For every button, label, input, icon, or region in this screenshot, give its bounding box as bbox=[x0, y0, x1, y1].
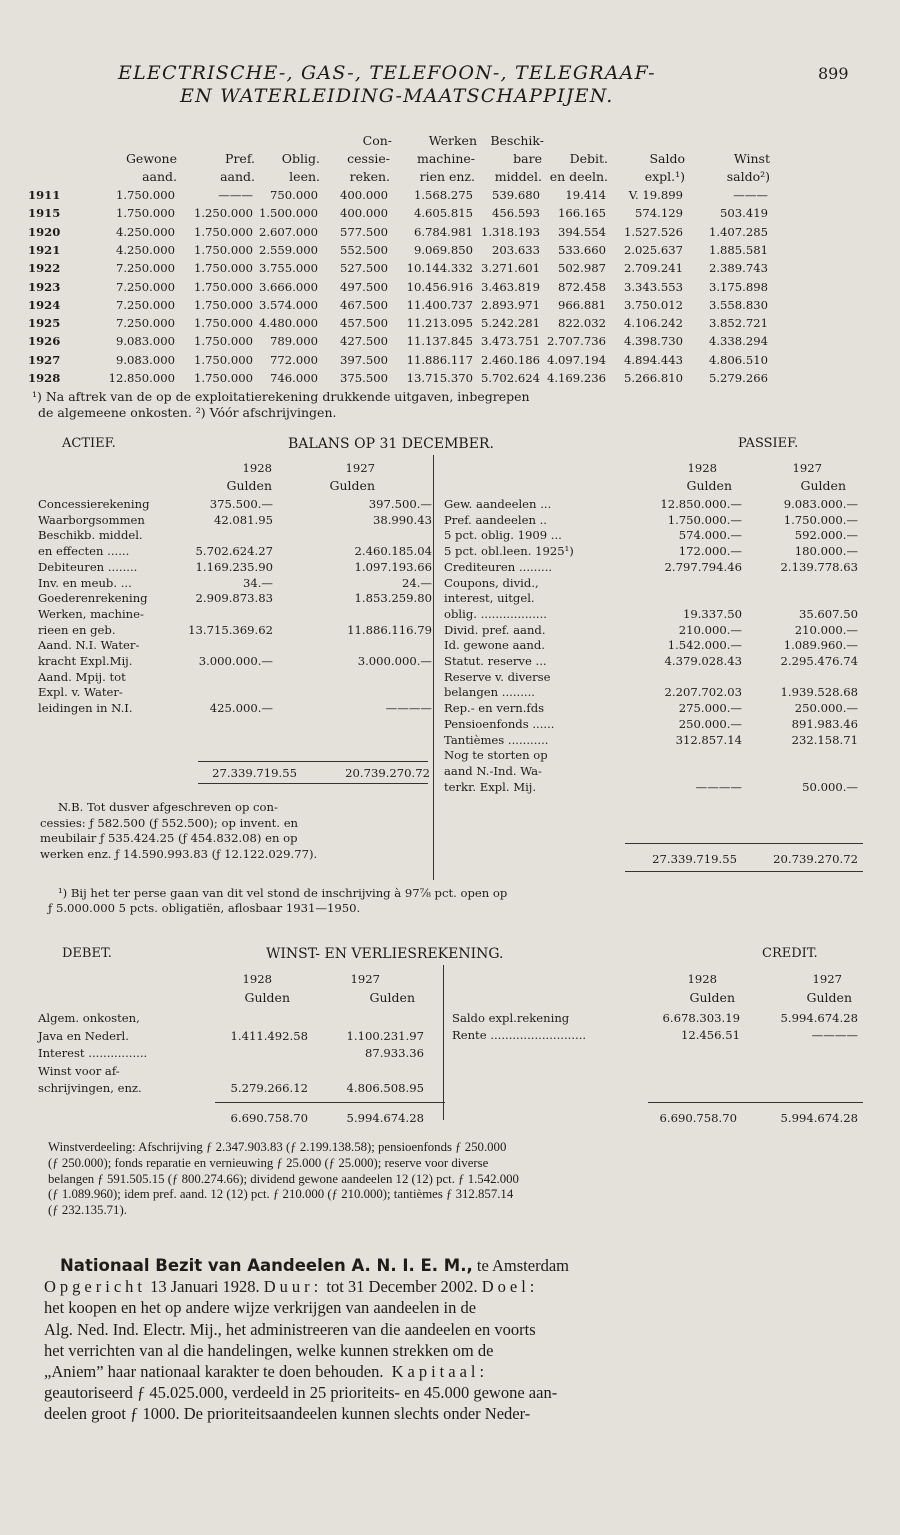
unit-header: Gulden bbox=[226, 478, 272, 493]
actief-value-1928: 34.— bbox=[242, 575, 273, 590]
passief-value-1927: 592.000.— bbox=[794, 528, 858, 543]
actief-row-label: rieen en geb. bbox=[38, 622, 116, 637]
table-cell: 10.456.916 bbox=[406, 279, 473, 294]
table-cell: 397.500 bbox=[340, 352, 388, 367]
table-cell: 2.707.736 bbox=[546, 334, 606, 349]
table-cell: 5.702.624 bbox=[480, 371, 540, 385]
passief-value-1928: 1.750.000.— bbox=[667, 512, 742, 527]
year-label: 1920 bbox=[28, 224, 61, 239]
actief-row-label: Aand. N.I. Water- bbox=[38, 638, 140, 653]
debet-value-1927: 1.100.231.97 bbox=[346, 1028, 424, 1043]
table-cell: 2.559.000 bbox=[258, 242, 318, 257]
actief-row-label: en effecten ...... bbox=[38, 544, 130, 559]
column-header-sub: reken. bbox=[349, 169, 390, 184]
table-cell: 12.850.000 bbox=[108, 371, 175, 385]
passief-value-1927: 210.000.— bbox=[794, 622, 858, 637]
table-cell: 394.554 bbox=[558, 224, 606, 239]
table-cell: 13.715.370 bbox=[406, 371, 473, 385]
passief-value-1927: 1.939.528.68 bbox=[780, 685, 858, 700]
table-cell: 966.881 bbox=[558, 297, 606, 312]
actief-value-1927: 38.990.43 bbox=[372, 512, 432, 527]
table-cell: 10.144.332 bbox=[406, 261, 473, 276]
company-place: te Amsterdam bbox=[472, 1256, 569, 1275]
passief-row-label: Coupons, divid., bbox=[444, 575, 539, 590]
table-cell: 2.460.186 bbox=[480, 352, 540, 367]
table-cell: 3.666.000 bbox=[258, 279, 318, 294]
passief-value-1928: 2.797.794.46 bbox=[664, 559, 742, 574]
table-cell: 7.250.000 bbox=[115, 297, 175, 312]
passief-row-label: interest, uitgel. bbox=[444, 591, 535, 606]
table-cell: 2.893.971 bbox=[480, 297, 540, 312]
year-label: 1925 bbox=[28, 316, 61, 331]
table-cell: 789.000 bbox=[270, 334, 318, 349]
entry-text: het koopen en het op andere wijze verkrijgen van aandeelen in de bbox=[44, 1298, 477, 1318]
section-label-passief: PASSIEF. bbox=[738, 436, 799, 451]
table-cell: 3.852.721 bbox=[708, 316, 768, 331]
passief-value-1927: 232.158.71 bbox=[791, 732, 858, 747]
table-cell: 1.500.000 bbox=[258, 206, 318, 221]
passief-value-1927: 180.000.— bbox=[794, 544, 858, 559]
passief-row-label: Tantièmes ........... bbox=[444, 732, 549, 747]
debet-row-label: Algem. onkosten, bbox=[38, 1011, 140, 1025]
actief-row-label: kracht Expl.Mij. bbox=[38, 654, 133, 668]
passief-row-label: aand N.-Ind. Wa- bbox=[444, 763, 542, 778]
passief-value-1927: 35.607.50 bbox=[798, 606, 858, 621]
distribution-line: (ƒ 232.135.71). bbox=[48, 1203, 127, 1218]
actief-row-label: Inv. en meub. ... bbox=[38, 575, 132, 590]
table-cell: 3.750.012 bbox=[623, 297, 683, 312]
actief-value-1928: 42.081.95 bbox=[213, 512, 273, 527]
entry-field-value: tot 31 December 2002. bbox=[322, 1277, 482, 1297]
table-cell: 3.574.000 bbox=[258, 297, 318, 312]
passief-value-1927: 2.139.778.63 bbox=[780, 559, 858, 574]
table-cell: 552.500 bbox=[340, 242, 388, 257]
table-cell: 746.000 bbox=[270, 371, 318, 385]
year-label: 1915 bbox=[28, 206, 61, 221]
credit-value-1928: 12.456.51 bbox=[680, 1028, 740, 1042]
table-cell: 1.568.275 bbox=[413, 188, 473, 202]
table-cell: 375.500 bbox=[340, 371, 388, 385]
table-cell: 2.709.241 bbox=[623, 261, 683, 276]
passief-value-1927: 891.983.46 bbox=[791, 716, 858, 731]
column-header: bare bbox=[513, 151, 542, 166]
passief-value-1928: 4.379.028.43 bbox=[664, 654, 742, 668]
unit-header: Gulden bbox=[689, 990, 735, 1005]
actief-value-1928: 13.715.369.62 bbox=[188, 622, 273, 637]
column-header: Debit. bbox=[569, 151, 608, 166]
actief-row-label: Waarborgsommen bbox=[38, 512, 145, 527]
entry-field-label: Opgericht bbox=[44, 1277, 146, 1297]
table-cell: 1.750.000 bbox=[115, 206, 175, 221]
actief-value-1927: 1.097.193.66 bbox=[354, 559, 432, 574]
table-cell: 750.000 bbox=[270, 188, 318, 202]
footnote: ¹) Na aftrek van de op de exploitatierekening drukkende uitgaven, inbegrepen bbox=[32, 389, 530, 404]
table-cell: 7.250.000 bbox=[115, 316, 175, 331]
table-cell: 7.250.000 bbox=[115, 261, 175, 276]
year-header: 1927 bbox=[350, 972, 380, 986]
debet-total-1927: 5.994.674.28 bbox=[346, 1111, 424, 1125]
passief-value-1928: 275.000.— bbox=[678, 701, 742, 716]
table-cell: 11.400.737 bbox=[406, 297, 473, 312]
debet-row-label: Java en Nederl. bbox=[38, 1028, 129, 1043]
actief-value-1928: 5.702.624.27 bbox=[195, 544, 273, 559]
actief-value-1927: 3.000.000.— bbox=[357, 654, 432, 668]
table-cell: 400.000 bbox=[340, 188, 388, 202]
credit-value-1927: 5.994.674.28 bbox=[780, 1011, 858, 1025]
distribution-line: Winstverdeeling: Afschrijving ƒ 2.347.903.83 (ƒ 2.199.138.58); pensioenfonds ƒ 250.000 bbox=[48, 1140, 507, 1154]
actief-value-1927: 11.886.116.79 bbox=[347, 622, 432, 637]
passief-value-1928: 12.850.000.— bbox=[660, 497, 742, 511]
table-cell: 4.097.194 bbox=[546, 352, 606, 367]
table-cell: 1.750.000 bbox=[193, 242, 253, 257]
passief-value-1927: 1.750.000.— bbox=[783, 512, 858, 527]
column-header-top: Beschik- bbox=[490, 133, 544, 148]
table-cell: 467.500 bbox=[340, 297, 388, 312]
actief-row-label: Debiteuren ........ bbox=[38, 559, 138, 574]
table-cell: 3.463.819 bbox=[480, 279, 540, 294]
year-label: 1911 bbox=[28, 188, 61, 202]
table-cell: 11.137.845 bbox=[406, 334, 473, 349]
table-cell: 4.894.443 bbox=[623, 352, 683, 367]
section-label-actief: ACTIEF. bbox=[62, 436, 116, 451]
table-cell: 533.660 bbox=[558, 242, 606, 257]
table-cell: 4.806.510 bbox=[708, 352, 768, 367]
debet-value-1927: 4.806.508.95 bbox=[346, 1081, 424, 1095]
column-divider bbox=[443, 965, 444, 1120]
credit-row-label: Saldo expl.rekening bbox=[452, 1011, 570, 1025]
footnote: de algemeene onkosten. ²) Vóór afschrijvingen. bbox=[38, 405, 337, 420]
passief-value-1928: 250.000.— bbox=[678, 716, 742, 731]
table-cell: 1.527.526 bbox=[623, 224, 683, 239]
column-header-sub: rien enz. bbox=[419, 169, 475, 184]
passief-row-label: Pensioenfonds ...... bbox=[444, 716, 555, 731]
actief-row-label: Beschikb. middel. bbox=[38, 528, 143, 543]
year-header: 1928 bbox=[242, 461, 272, 475]
table-cell: 1.750.000 bbox=[193, 224, 253, 239]
table-cell: 203.633 bbox=[492, 242, 540, 257]
debet-row-label: Interest ................ bbox=[38, 1046, 148, 1060]
passief-value-1928: 1.542.000.— bbox=[667, 638, 742, 653]
table-cell: 7.250.000 bbox=[115, 279, 175, 294]
column-header: Oblig. bbox=[281, 151, 320, 166]
section-title: BALANS OP 31 DECEMBER. bbox=[288, 436, 494, 452]
section-label-debet: DEBET. bbox=[62, 946, 112, 961]
table-cell: 1.750.000 bbox=[193, 371, 253, 385]
note-text: cessies: ƒ 582.500 (ƒ 552.500); op invent. en bbox=[40, 815, 299, 830]
table-cell: 4.250.000 bbox=[115, 224, 175, 239]
column-header-top: Werken bbox=[428, 133, 477, 148]
footnote: ƒ 5.000.000 5 pcts. obligatiën, aflosbaar 1931—1950. bbox=[48, 901, 361, 915]
table-cell: 456.593 bbox=[492, 206, 540, 221]
passief-value-1928: ———— bbox=[695, 779, 742, 794]
table-cell: 497.500 bbox=[340, 279, 388, 294]
entry-text: deelen groot ƒ 1000. De prioriteitsaandeelen kunnen slechts onder Neder- bbox=[44, 1404, 531, 1424]
table-cell: 4.480.000 bbox=[258, 316, 318, 331]
actief-value-1928: 1.169.235.90 bbox=[195, 559, 273, 574]
year-header: 1927 bbox=[345, 461, 375, 475]
distribution-line: (ƒ 250.000); fonds reparatie en vernieuwing ƒ 25.000 (ƒ 25.000); reserve voor diverse bbox=[48, 1155, 489, 1170]
note-text: werken enz. ƒ 14.590.993.83 (ƒ 12.122.029.77). bbox=[40, 847, 318, 862]
actief-value-1928: 425.000.— bbox=[209, 701, 273, 716]
entry-text-line bbox=[44, 1340, 860, 1361]
year-header: 1928 bbox=[687, 461, 717, 475]
table-cell: 2.607.000 bbox=[258, 224, 318, 239]
note-text: meubilair ƒ 535.424.25 (ƒ 454.832.08) en op bbox=[40, 831, 298, 846]
table-cell: 822.032 bbox=[558, 316, 606, 331]
credit-total-1928: 6.690.758.70 bbox=[659, 1111, 737, 1125]
year-label: 1923 bbox=[28, 279, 61, 294]
table-cell: 1.750.000 bbox=[193, 279, 253, 294]
table-cell: 4.169.236 bbox=[546, 371, 606, 385]
table-cell: 5.242.281 bbox=[480, 316, 540, 331]
table-cell: 1.885.581 bbox=[708, 242, 768, 257]
table-cell: ——— bbox=[218, 188, 253, 202]
debet-value-1928: 5.279.266.12 bbox=[230, 1081, 308, 1095]
table-cell: 1.250.000 bbox=[193, 206, 253, 221]
column-header: Winst bbox=[733, 151, 770, 166]
actief-row-label: Goederenrekening bbox=[38, 591, 148, 606]
actief-value-1927: ———— bbox=[385, 701, 432, 716]
passief-row-label: Statut. reserve ... bbox=[444, 654, 547, 668]
table-cell: 503.419 bbox=[720, 206, 768, 221]
entry-field-label: Doel: bbox=[481, 1277, 539, 1297]
passief-value-1927: 9.083.000.— bbox=[783, 497, 858, 511]
entry-text-line bbox=[44, 1297, 860, 1318]
passief-row-label: Reserve v. diverse bbox=[444, 669, 551, 684]
actief-value-1928: 3.000.000.— bbox=[198, 654, 273, 668]
table-cell: 527.500 bbox=[340, 261, 388, 276]
table-cell: 2.389.743 bbox=[708, 261, 768, 276]
unit-header: Gulden bbox=[369, 990, 415, 1005]
year-label: 1928 bbox=[28, 371, 61, 385]
page-number: 899 bbox=[818, 64, 849, 83]
table-cell: 1.750.000 bbox=[193, 297, 253, 312]
passief-value-1928: 210.000.— bbox=[678, 622, 742, 637]
table-cell: 9.083.000 bbox=[115, 352, 175, 367]
table-cell: 539.680 bbox=[492, 188, 540, 202]
table-cell: 872.458 bbox=[558, 279, 606, 294]
table-cell: 3.343.553 bbox=[623, 279, 683, 294]
entry-field-label: Kapitaal: bbox=[383, 1362, 489, 1382]
table-cell: 1.750.000 bbox=[115, 188, 175, 202]
distribution-line: belangen ƒ 591.505.15 (ƒ 800.274.66); dividend gewone aandeelen 12 (12) pct. ƒ 1.542.000 bbox=[48, 1171, 519, 1186]
credit-total-1927: 5.994.674.28 bbox=[780, 1111, 858, 1125]
actief-total-1928: 27.339.719.55 bbox=[212, 766, 297, 780]
year-header: 1927 bbox=[812, 972, 842, 986]
debet-value-1928: 1.411.492.58 bbox=[230, 1028, 308, 1043]
debet-value-1927: 87.933.36 bbox=[364, 1046, 424, 1060]
table-cell: 9.069.850 bbox=[413, 242, 473, 257]
unit-header: Gulden bbox=[244, 990, 290, 1005]
passief-value-1928: 172.000.— bbox=[678, 544, 742, 559]
actief-value-1927: 397.500.— bbox=[368, 497, 432, 511]
entry-text-line bbox=[44, 1319, 860, 1340]
table-cell: V. 19.899 bbox=[628, 188, 683, 202]
column-header: cessie- bbox=[347, 151, 390, 166]
passief-value-1927: 250.000.— bbox=[794, 701, 858, 716]
actief-value-1928: 375.500.— bbox=[209, 497, 273, 511]
entry-text: geautoriseerd ƒ 45.025.000, verdeeld in 25 prioriteits- en 45.000 gewone aan- bbox=[44, 1383, 558, 1403]
passief-value-1928: 2.207.702.03 bbox=[664, 685, 742, 700]
table-cell: 4.250.000 bbox=[115, 242, 175, 257]
passief-row-label: Rep.- en vern.fds bbox=[444, 701, 545, 716]
company-name: Nationaal Bezit van Aandeelen A. N. I. E. M., bbox=[60, 1256, 473, 1275]
passief-row-label: 5 pct. oblig. 1909 ... bbox=[444, 528, 562, 543]
passief-value-1928: 574.000.— bbox=[678, 528, 742, 543]
actief-row-label: leidingen in N.I. bbox=[38, 701, 133, 716]
table-cell: 6.784.981 bbox=[413, 224, 473, 239]
column-header-sub: aand. bbox=[142, 169, 177, 184]
debet-total-1928: 6.690.758.70 bbox=[230, 1111, 308, 1125]
table-cell: 772.000 bbox=[270, 352, 318, 367]
passief-total-1928: 27.339.719.55 bbox=[652, 852, 737, 866]
year-label: 1926 bbox=[28, 334, 61, 349]
table-cell: 427.500 bbox=[340, 334, 388, 349]
passief-value-1928: 19.337.50 bbox=[682, 606, 742, 621]
table-cell: 3.473.751 bbox=[480, 334, 540, 349]
table-cell: 4.338.294 bbox=[708, 334, 768, 349]
actief-value-1928: 2.909.873.83 bbox=[195, 591, 273, 606]
table-cell: ——— bbox=[733, 188, 768, 202]
passief-value-1927: 1.089.960.— bbox=[783, 638, 858, 653]
year-label: 1927 bbox=[28, 352, 61, 367]
debet-row-label: Winst voor af- bbox=[38, 1063, 120, 1078]
entry-field-label: Duur: bbox=[263, 1277, 323, 1297]
table-cell: 3.175.898 bbox=[708, 279, 768, 294]
passief-value-1927: 50.000.— bbox=[802, 779, 858, 794]
entry-text: Alg. Ned. Ind. Electr. Mij., het administreeren van die aandeelen en voorts bbox=[44, 1319, 536, 1339]
actief-row-label: Aand. Mpij. tot bbox=[38, 669, 126, 684]
table-cell: 5.279.266 bbox=[708, 371, 768, 385]
table-cell: 1.750.000 bbox=[193, 261, 253, 276]
table-cell: 3.558.830 bbox=[708, 297, 768, 312]
table-cell: 1.750.000 bbox=[193, 352, 253, 367]
actief-row-label: Werken, machine- bbox=[38, 606, 144, 621]
table-cell: 4.605.815 bbox=[413, 206, 473, 221]
total-rule bbox=[215, 1102, 445, 1103]
footnote: ¹) Bij het ter perse gaan van dit vel stond de inschrijving à 97⅞ pct. open op bbox=[58, 886, 508, 900]
credit-row-label: Rente .......................... bbox=[452, 1028, 587, 1042]
table-cell: 19.414 bbox=[565, 188, 606, 202]
year-header: 1928 bbox=[687, 972, 717, 986]
entry-text: „Aniem” haar nationaal karakter te doen behouden. bbox=[44, 1362, 384, 1382]
actief-row-label: Concessierekening bbox=[38, 497, 150, 511]
table-cell: 166.165 bbox=[558, 206, 606, 221]
passief-row-label: 5 pct. obl.leen. 1925¹) bbox=[444, 544, 574, 559]
passief-value-1928: 312.857.14 bbox=[675, 732, 742, 747]
table-cell: 3.271.601 bbox=[480, 261, 540, 276]
company-entry bbox=[44, 1255, 860, 1425]
entry-text: het verrichten van al die handelingen, welke kunnen strekken om de bbox=[44, 1340, 494, 1360]
credit-value-1927: ———— bbox=[811, 1028, 858, 1042]
actief-value-1927: 24.— bbox=[401, 575, 432, 590]
column-header-sub: middel. bbox=[494, 169, 542, 184]
passief-row-label: Pref. aandeelen .. bbox=[444, 512, 547, 527]
total-rule bbox=[648, 1102, 863, 1103]
actief-value-1927: 1.853.259.80 bbox=[354, 591, 432, 606]
table-cell: 2.025.637 bbox=[623, 242, 683, 257]
running-header-line-1: ELECTRISCHE-, GAS-, TELEFOON-, TELEGRAAF- bbox=[118, 62, 656, 84]
passief-row-label: terkr. Expl. Mij. bbox=[444, 779, 537, 794]
table-cell: 1.750.000 bbox=[193, 316, 253, 331]
year-header: 1927 bbox=[792, 461, 822, 475]
entry-text-line bbox=[44, 1361, 860, 1382]
passief-row-label: belangen ......... bbox=[444, 685, 535, 700]
table-cell: 1.407.285 bbox=[708, 224, 768, 239]
table-cell: 4.398.730 bbox=[623, 334, 683, 349]
passief-row-label: Nog te storten op bbox=[444, 748, 548, 763]
table-cell: 1.750.000 bbox=[193, 334, 253, 349]
actief-value-1927: 2.460.185.04 bbox=[354, 544, 432, 559]
column-header-sub: expl.¹) bbox=[644, 169, 685, 184]
table-cell: 457.500 bbox=[340, 316, 388, 331]
table-cell: 400.000 bbox=[340, 206, 388, 221]
distribution-line: (ƒ 1.089.960); idem pref. aand. 12 (12) pct. ƒ 210.000 (ƒ 210.000); tantièmes ƒ 312.857.14 bbox=[48, 1187, 514, 1202]
actief-row-label: Expl. v. Water- bbox=[38, 685, 123, 700]
column-header: Saldo bbox=[649, 151, 685, 166]
table-cell: 574.129 bbox=[635, 206, 683, 221]
running-header-line-2: EN WATERLEIDING-MAATSCHAPPIJEN. bbox=[180, 85, 614, 107]
table-cell: 3.755.000 bbox=[258, 261, 318, 276]
column-header-sub: leen. bbox=[289, 169, 320, 184]
unit-header: Gulden bbox=[329, 478, 375, 493]
year-header: 1928 bbox=[242, 972, 272, 986]
table-cell: 11.213.095 bbox=[406, 316, 473, 331]
passief-value-1927: 2.295.476.74 bbox=[780, 654, 858, 668]
year-label: 1922 bbox=[28, 261, 61, 276]
passief-row-label: Divid. pref. aand. bbox=[444, 622, 546, 637]
passief-total-1927: 20.739.270.72 bbox=[773, 852, 858, 866]
entry-field-value: 13 Januari 1928. bbox=[145, 1277, 264, 1297]
actief-total-1927: 20.739.270.72 bbox=[345, 766, 430, 780]
column-header-top: Con- bbox=[362, 133, 392, 148]
passief-row-label: Crediteuren ......... bbox=[444, 559, 553, 574]
credit-value-1928: 6.678.303.19 bbox=[662, 1011, 740, 1025]
year-label: 1921 bbox=[28, 242, 61, 257]
table-cell: 502.987 bbox=[558, 261, 606, 276]
column-header-sub: aand. bbox=[220, 169, 255, 184]
column-header: Gewone bbox=[125, 151, 177, 166]
table-cell: 1.318.193 bbox=[480, 224, 540, 239]
table-cell: 9.083.000 bbox=[115, 334, 175, 349]
note-text: N.B. Tot dusver afgeschreven op con- bbox=[58, 800, 278, 814]
unit-header: Gulden bbox=[800, 478, 846, 493]
passief-row-label: Gew. aandeelen ... bbox=[444, 497, 552, 511]
table-cell: 5.266.810 bbox=[623, 371, 683, 385]
column-header: machine- bbox=[416, 151, 475, 166]
table-cell: 577.500 bbox=[340, 224, 388, 239]
passief-row-label: oblig. .................. bbox=[444, 606, 547, 621]
table-cell: 11.886.117 bbox=[406, 352, 473, 367]
column-header: Pref. bbox=[225, 151, 255, 166]
column-header-sub: saldo²) bbox=[726, 169, 770, 184]
section-title: WINST- EN VERLIESREKENING. bbox=[266, 946, 504, 962]
year-label: 1924 bbox=[28, 297, 61, 312]
section-label-credit: CREDIT. bbox=[762, 946, 818, 961]
passief-row-label: Id. gewone aand. bbox=[444, 638, 545, 653]
debet-row-label: schrijvingen, enz. bbox=[38, 1081, 142, 1095]
unit-header: Gulden bbox=[806, 990, 852, 1005]
unit-header: Gulden bbox=[686, 478, 732, 493]
table-cell: 4.106.242 bbox=[623, 316, 683, 331]
column-header-sub: en deeln. bbox=[549, 169, 608, 184]
